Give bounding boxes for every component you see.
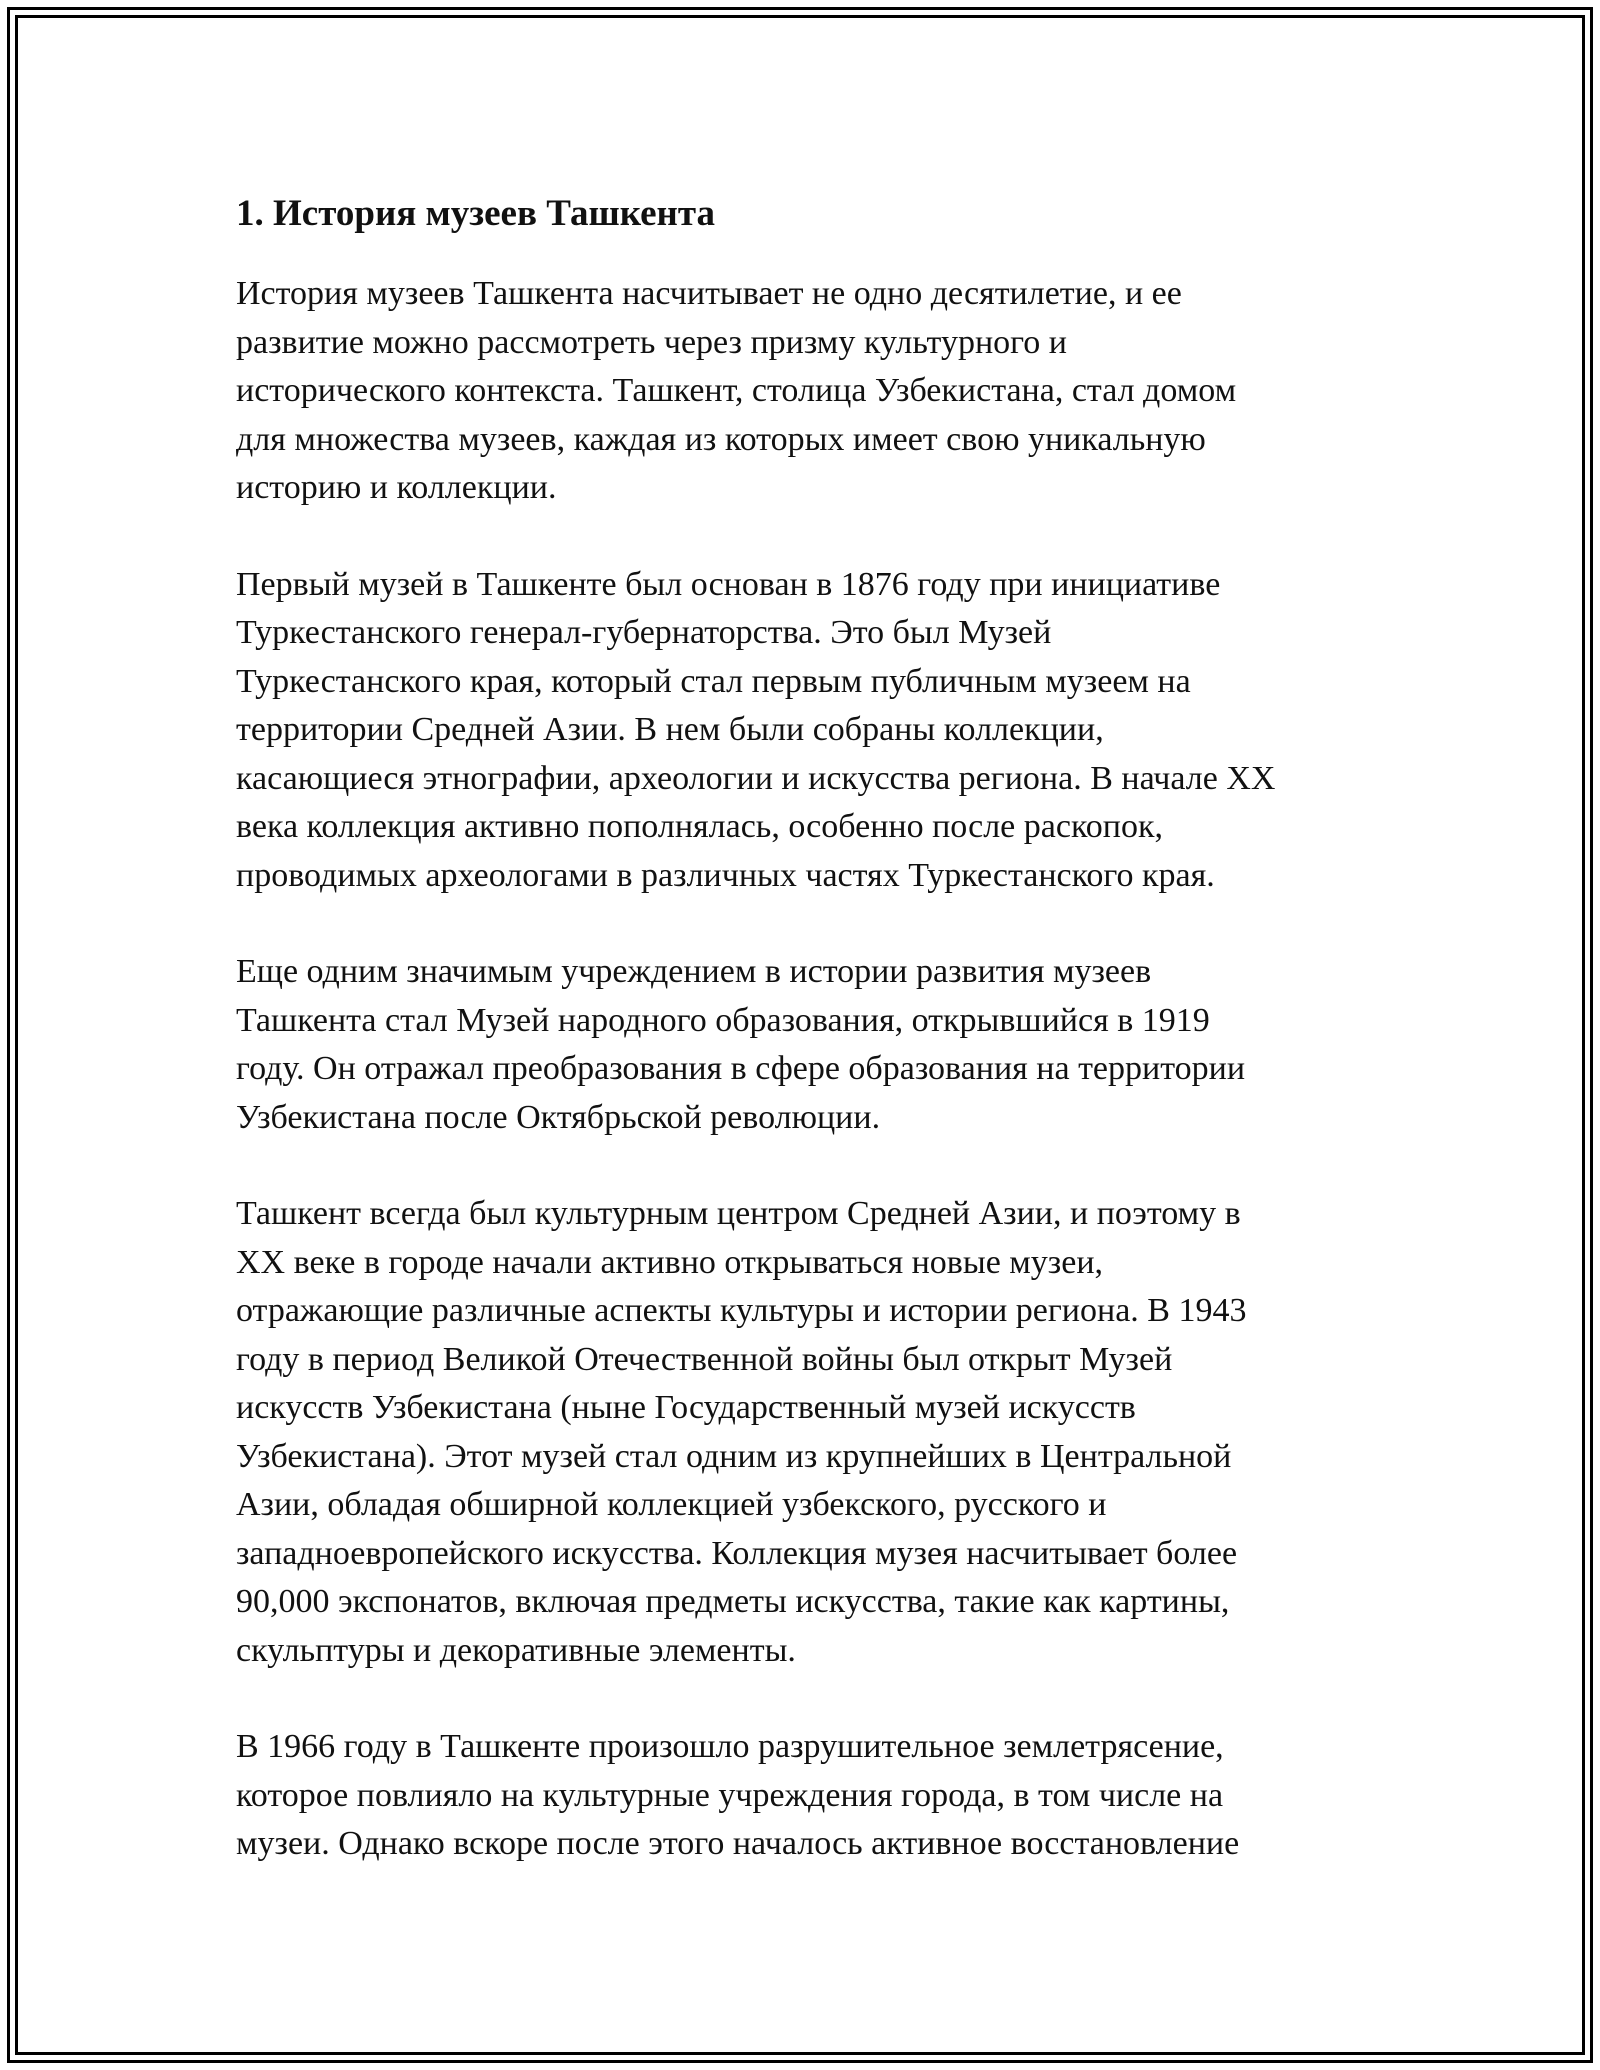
- text-line: Туркестанского генерал-губернаторства. Это был Музей: [236, 614, 1052, 651]
- text-line: проводимых археологами в различных частях Туркестанского края.: [236, 856, 1215, 894]
- text-line: для множества музеев, каждая из которых имеет свою уникальную: [236, 420, 1206, 458]
- text-line: История музеев Ташкента насчитывает не одно десятилетие, и ее: [236, 275, 1182, 312]
- text-line: искусств Узбекистана (ныне Государственный музей искусств: [236, 1389, 1136, 1426]
- text-line: исторического контекста. Ташкент, столица Узбекистана, стал домом: [236, 372, 1237, 409]
- text-line: отражающие различные аспекты культуры и истории региона. В 1943: [236, 1292, 1247, 1329]
- text-line: году. Он отражал преобразования в сфере образования на территории: [236, 1050, 1246, 1087]
- text-line: историю и коллекции.: [236, 469, 557, 506]
- text-line: которое повлияло на культурные учреждения города, в том числе на: [236, 1776, 1224, 1814]
- text-line: В 1966 году в Ташкенте произошло разрушительное землетрясение,: [236, 1728, 1224, 1765]
- paragraph-earthquake: [236, 1723, 1366, 1869]
- text-line: Узбекистана после Октябрьской революции.: [236, 1098, 881, 1136]
- text-line: скульптуры и декоративные элементы.: [236, 1631, 796, 1669]
- text-line: Узбекистана). Этот музей стал одним из крупнейших в Центральной: [236, 1437, 1232, 1475]
- text-line: Азии, обладая обширной коллекцией узбекского, русского и: [236, 1486, 1107, 1523]
- paragraph-intro: [236, 270, 1366, 513]
- text-line: Еще одним значимым учреждением в истории развития музеев: [236, 953, 1152, 990]
- text-line: 90,000 экспонатов, включая предметы искусства, такие как картины,: [236, 1583, 1230, 1620]
- text-line: XX веке в городе начали активно открываться новые музеи,: [236, 1243, 1104, 1281]
- document-body: [236, 188, 1366, 1917]
- paragraph-education-museum: [236, 948, 1366, 1142]
- text-line: Ташкент всегда был культурным центром Средней Азии, и поэтому в: [236, 1195, 1241, 1232]
- text-line: века коллекция активно пополнялась, особенно после раскопок,: [236, 808, 1163, 845]
- paragraph-art-museum: [236, 1190, 1366, 1675]
- text-line: Туркестанского края, который стал первым публичным музеем на: [236, 662, 1191, 700]
- text-line: касающиеся этнографии, археологии и искусства региона. В начале XX: [236, 759, 1276, 797]
- section-heading: 1. История музеев Ташкента: [236, 193, 715, 234]
- paragraph-first-museum: [236, 561, 1366, 901]
- text-line: музеи. Однако вскоре после этого началось активное восстановление: [236, 1825, 1240, 1862]
- text-line: году в период Великой Отечественной войны был открыт Музей: [236, 1340, 1173, 1378]
- text-line: Ташкента стал Музей народного образования, открывшийся в 1919: [236, 1001, 1210, 1039]
- text-line: Первый музей в Ташкенте был основан в 1876 году при инициативе: [236, 565, 1221, 603]
- text-line: территории Средней Азии. В нем были собраны коллекции,: [236, 711, 1104, 748]
- text-line: развитие можно рассмотреть через призму культурного и: [236, 323, 1067, 361]
- text-line: западноевропейского искусства. Коллекция музея насчитывает более: [236, 1534, 1238, 1572]
